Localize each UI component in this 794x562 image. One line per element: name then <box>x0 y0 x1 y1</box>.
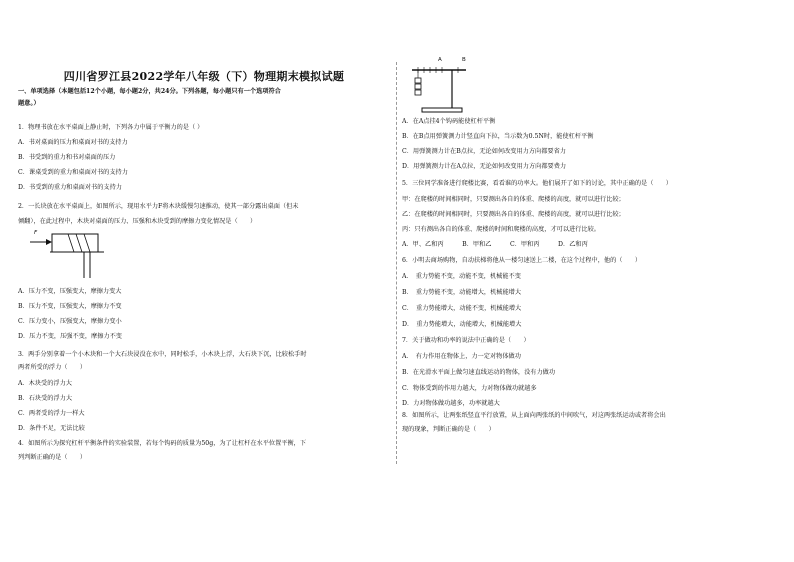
force-label: F <box>34 230 38 236</box>
q3-stem: 3．两手分别拿着一个小木块和一个大石块浸没在水中，同时松手，小木块上浮，大石块下沉，比较松手时 <box>18 351 307 358</box>
q1-stem: 1．物理书放在水平桌面上静止时，下列各力中属于平衡力的是（ ） <box>18 124 204 131</box>
q6-option-d: D． 重力势能增大，动能增大，机械能增大 <box>402 321 522 328</box>
q4-option-b: B．在B点用弹簧测力计竖直向下拉，当示数为0.5N时，能使杠杆平衡 <box>402 133 594 140</box>
q2-option-d: D．压力不变，压强不变，摩擦力不变 <box>18 333 122 340</box>
lever-figure <box>408 60 468 116</box>
q5-statement-1: 甲：在爬楼的时间相同时，只要测出各自的体重、爬楼的高度，就可以进行比较； <box>402 196 625 203</box>
q2-stem-cont: 倾翻），在此过程中，木块对桌面的压力、压强和木块受到的摩擦力变化情况是（ ） <box>18 218 257 225</box>
q4-option-c: C．用弹簧测力计在B点拉，无论如何改变用力方向都要省力 <box>402 148 566 155</box>
q2-option-b: B．压力不变，压强变大，摩擦力不变 <box>18 303 122 310</box>
section-heading: 一、单项选择（本题包括12个小题，每小题2分，共24分。下列各题，每小题只有一个选项符合 <box>18 88 281 95</box>
q4-option-d: D．用弹簧测力计在A点拉，无论如何改变用力方向都要费力 <box>402 163 567 170</box>
q7-option-c: C．物体受到的作用力越大，力对物体做功就越多 <box>402 385 537 392</box>
block-on-table-figure <box>28 230 108 280</box>
q6-option-a: A． 重力势能不变，动能不变，机械能不变 <box>402 273 521 280</box>
q5-statement-3: 丙：只有测出各自的体重、爬楼的时间和爬楼的高度，才可以进行比较。 <box>402 226 600 233</box>
lever-point-b-label: B <box>462 57 466 63</box>
q1-option-a: A．书对桌面的压力和桌面对书的支持力 <box>18 139 128 146</box>
q7-option-d: D．力对物体做功越多，功率就越大 <box>402 400 500 407</box>
q5-statement-2: 乙：在爬楼的时间相同时，只要测出各自的体重、爬楼的高度，就可以进行比较； <box>402 211 625 218</box>
q6-stem: 6．小明去商场购物，自动扶梯将他从一楼匀速送上二楼，在这个过程中，他的（ ） <box>402 257 642 264</box>
q3-option-a: A．木块受的浮力大 <box>18 380 72 387</box>
page-title: 四川省罗江县2022学年八年级（下）物理期末模拟试题 <box>63 70 345 83</box>
q7-stem: 7．关于做功和功率的说法中正确的是（ ） <box>402 337 530 344</box>
section-heading-cont: 题意。） <box>18 100 40 107</box>
q4-stem-cont: 列判断正确的是（ ） <box>18 454 87 461</box>
q3-option-c: C．两者受的浮力一样大 <box>18 410 85 417</box>
q4-stem: 4．如图所示为探究杠杆平衡条件的实验装置，若每个钩码的质量为50g，为了让杠杆在水平位置平衡，下 <box>18 440 307 447</box>
q8-stem: 8．如图所示，让两张纸竖直平行放置，从上面向两张纸的中间吹气，对这两张纸运动或者将会出 <box>402 412 666 419</box>
q2-stem: 2．一长块放在水平桌面上，如图所示，现用水平力F将木块缓慢匀速推动，使其一部分露出桌面（但未 <box>18 203 299 210</box>
q6-option-c: C． 重力势能增大，动能不变，机械能增大 <box>402 305 522 312</box>
q7-option-a: A． 有力作用在物体上，力一定对物体做功 <box>402 353 521 360</box>
q1-option-d: D．书受到的重力和桌面对书的支持力 <box>18 184 122 191</box>
q3-option-b: B．石块受的浮力大 <box>18 395 73 402</box>
q8-stem-cont: 现的现象，判断正确的是（ ） <box>402 426 495 433</box>
q5-stem: 5．三位同学准备进行爬楼比赛，看看谁的功率大。他们展开了如下的讨论，其中正确的是（ ） <box>402 180 672 187</box>
q6-option-b: B． 重力势能不变，动能增大，机械能增大 <box>402 289 522 296</box>
q2-option-a: A．压力不变，压强变大，摩擦力变大 <box>18 288 122 295</box>
q4-option-a: A．在A点挂4个钩码能使杠杆平衡 <box>402 118 496 125</box>
lever-point-a-label: A <box>438 57 442 63</box>
q3-option-d: D．条件不足，无法比较 <box>18 425 85 432</box>
q7-option-b: B．在光滑水平面上做匀速直线运动的物体，没有力做功 <box>402 369 556 376</box>
q2-option-c: C．压力变小，压强变大，摩擦力变小 <box>18 318 122 325</box>
q1-option-b: B．书受到的重力和书对桌面的压力 <box>18 154 116 161</box>
q5-options: A．甲、乙和丙 B．甲和乙 C．甲和丙 D．乙和丙 <box>402 241 588 248</box>
q3-stem-cont: 两者所受的浮力（ ） <box>18 364 87 371</box>
column-divider <box>396 62 397 464</box>
q1-option-c: C．课桌受到的重力和桌面对书的支持力 <box>18 169 128 176</box>
